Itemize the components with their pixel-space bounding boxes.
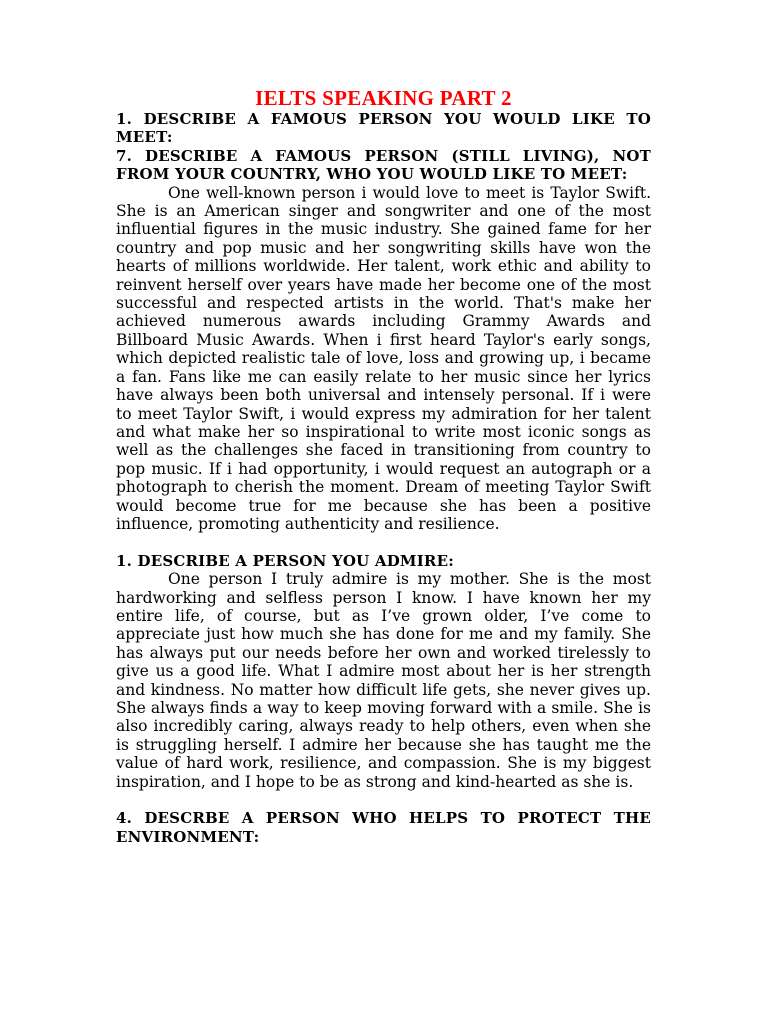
section-heading: 7. DESCRIBE A FAMOUS PERSON (STILL LIVING), NOT FROM YOUR COUNTRY, WHO YOU WOULD LIKE TO MEET:	[116, 146, 651, 184]
paragraph-spacer	[116, 533, 651, 551]
body-paragraph: One person I truly admire is my mother. She is the most hardworking and selfless person I know. I have known her my entire life, of course, but as I’ve grown older, I’ve come to appreciate just how much she has done for me and my family. She has always put our needs before her own and worked tirelessly to give us a good life. What I admire most about her is her strength and kindness. No matter how difficult life gets, she never gives up. She always finds a way to keep moving forward with a smile. She is also incredibly caring, always ready to help others, even when she is struggling herself. I admire her because she has taught me the value of hard work, resilience, and compassion. She is my biggest inspiration, and I hope to be as strong and kind-hearted as she is.	[116, 570, 651, 791]
section-heading: 4. DESCRBE A PERSON WHO HELPS TO PROTECT THE ENVIRONMENT:	[116, 809, 651, 846]
section-heading: 1. DESCRIBE A FAMOUS PERSON YOU WOULD LIKE TO MEET:	[116, 110, 651, 147]
document-page	[116, 86, 651, 846]
body-paragraph: One well-known person i would love to meet is Taylor Swift. She is an American singer and songwriter and one of the most influential figures in the music industry. She gained fame for her country and pop music and her songwriting skills have won the hearts of millions worldwide. Her talent, work ethic and ability to reinvent herself over years have made her become one of the most successful and respected artists in the world. That's make her achieved numerous awards including Grammy Awards and Billboard Music Awards. When i first heard Taylor's early songs, which depicted realistic tale of love, loss and growing up, i became a fan. Fans like me can easily relate to her music since her lyrics have always been both universal and intensely personal. If i were to meet Taylor Swift, i would express my admiration for her talent and what make her so inspirational to write most iconic songs as well as the challenges she faced in transitioning from country to pop music. If i had opportunity, i would request an autograph or a photograph to cherish the moment. Dream of meeting Taylor Swift would become true for me because she has been a positive influence, promoting authenticity and resilience.	[116, 183, 651, 533]
document-title: IELTS SPEAKING PART 2	[255, 86, 512, 110]
section-heading: 1. DESCRIBE A PERSON YOU ADMIRE:	[116, 551, 454, 570]
paragraph-spacer	[116, 791, 651, 809]
